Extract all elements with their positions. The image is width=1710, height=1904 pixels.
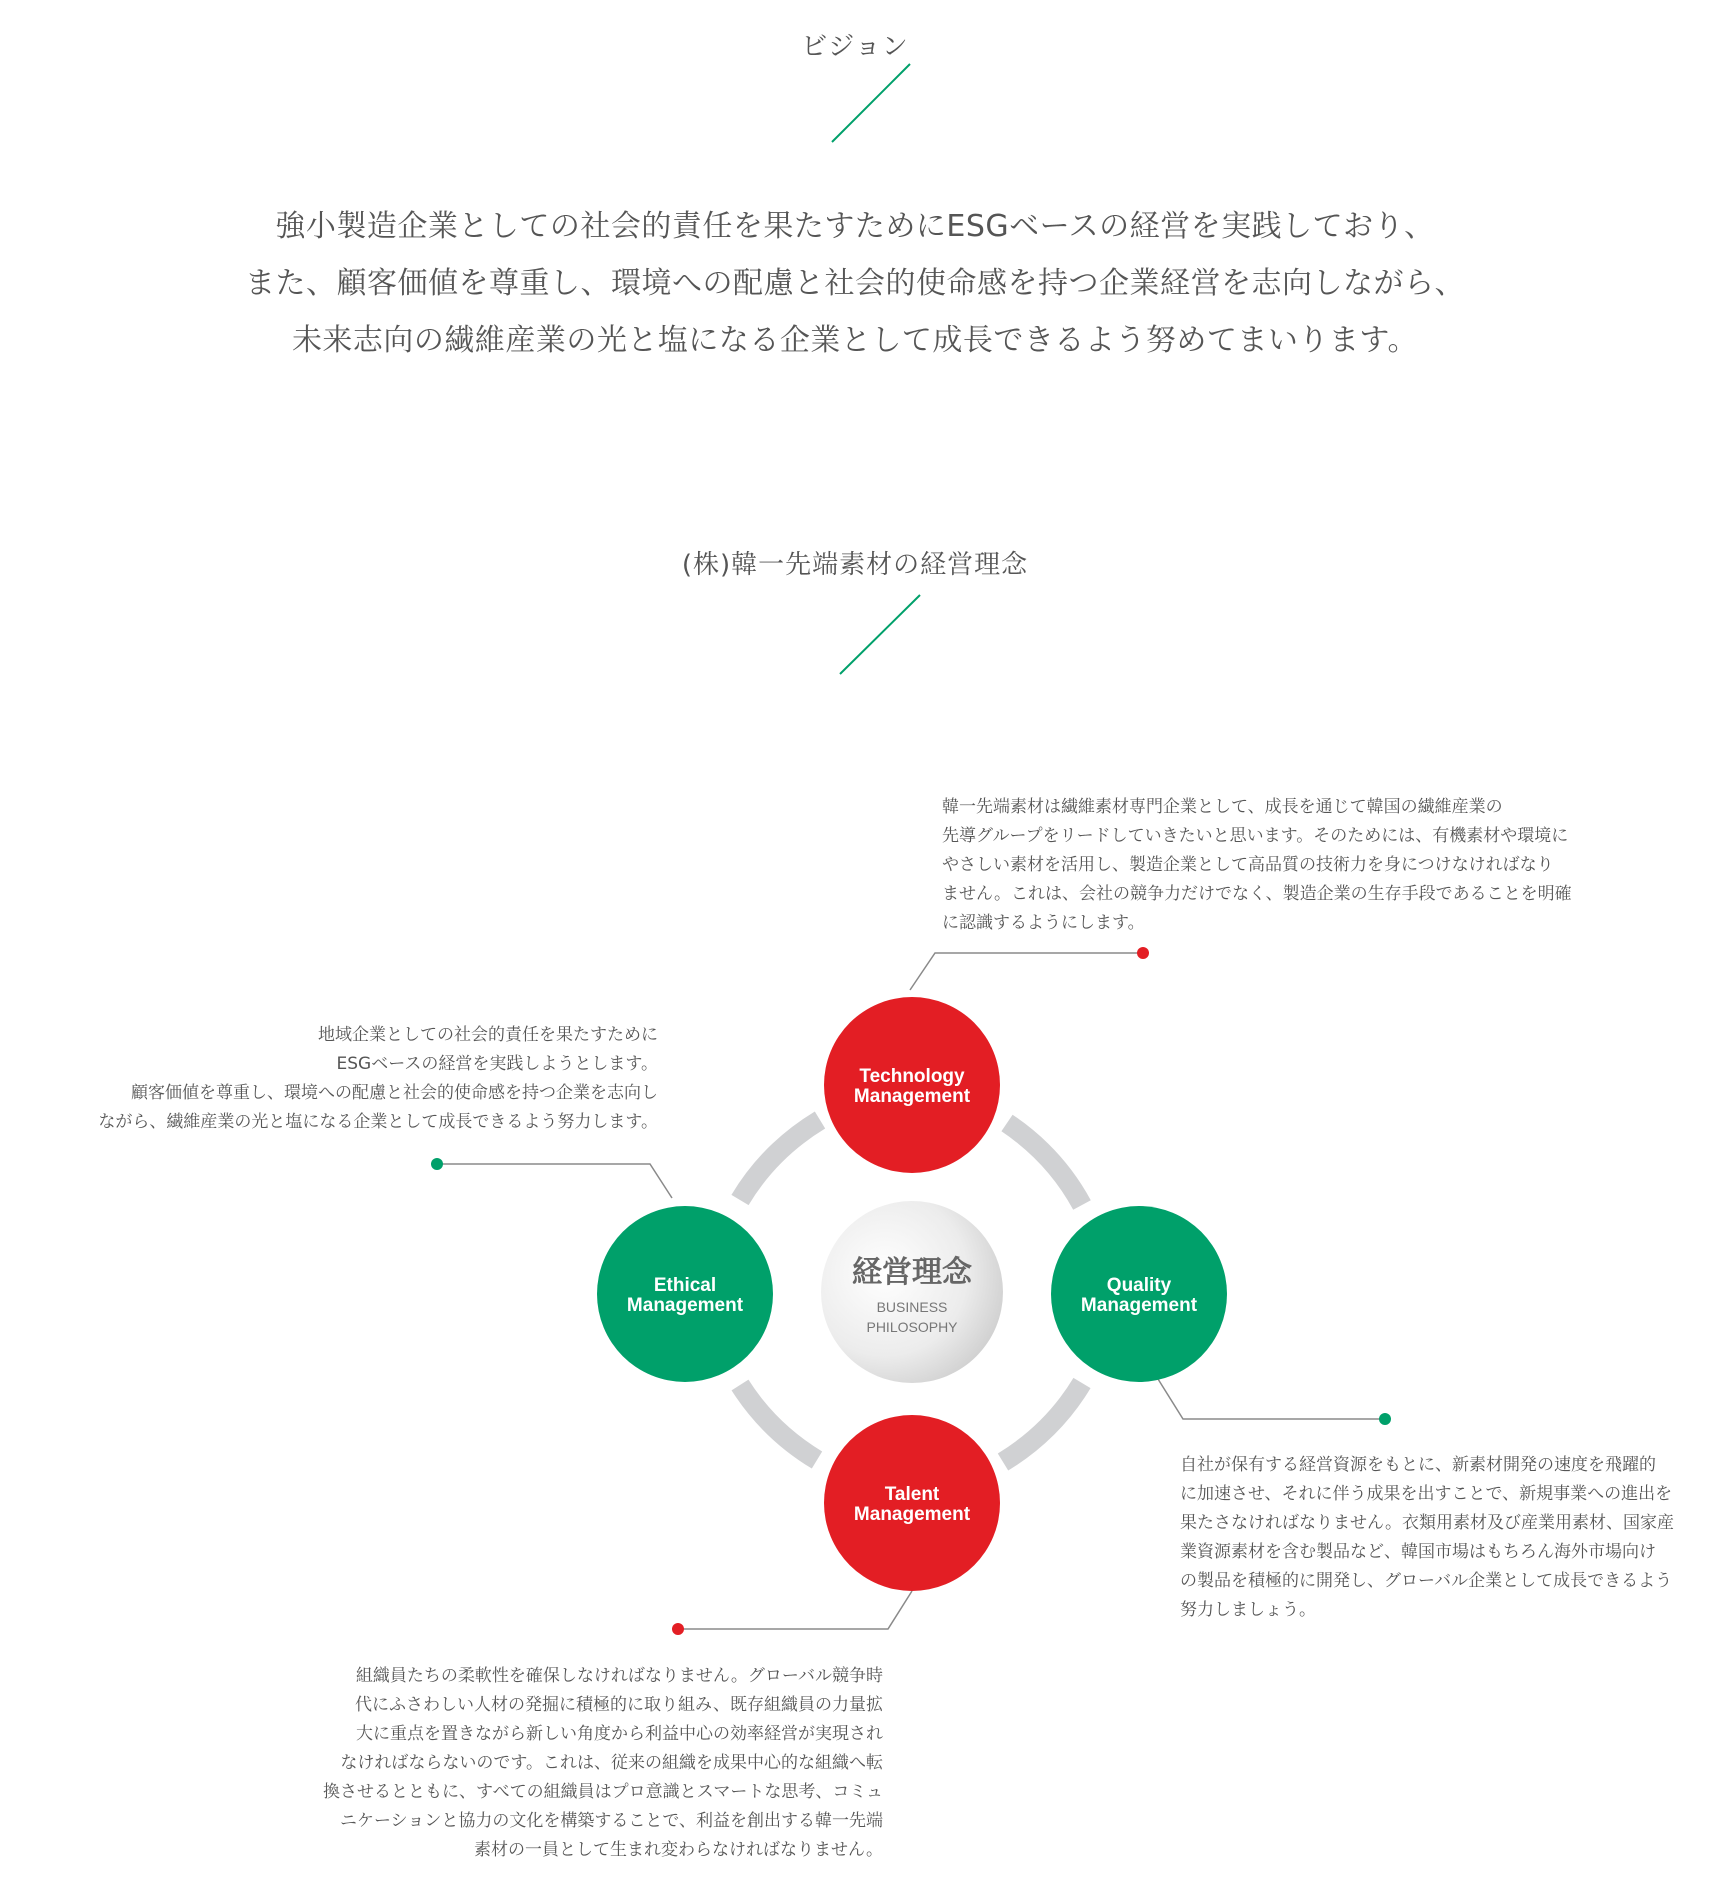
quality-desc-line: 果たさなければなりません。衣類用素材及び産業用素材、国家産: [1180, 1513, 1675, 1533]
ring-arc-top-right: [1007, 1123, 1082, 1205]
talent-desc-line: 大に重点を置きながら新しい角度から利益中心の効率経営が実現され: [356, 1724, 883, 1744]
quality-desc-line: の製品を積極的に開発し、グローバル企業として成長できるよう: [1180, 1571, 1673, 1591]
technology-description: [942, 793, 1572, 938]
ring-arc-bottom-left: [740, 1385, 817, 1460]
technology-desc-line: 韓一先端素材は繊維素材専門企業として、成長を通じて韓国の繊維産業の: [942, 797, 1503, 817]
technology-desc-line: 先導グループをリードしていきたいと思います。そのためには、有機素材や環境に: [942, 826, 1569, 846]
vision-line-3: 未来志向の繊維産業の光と塩になる企業として成長できるよう努めてまいります。: [291, 323, 1419, 358]
center-title: 経営理念: [852, 1255, 972, 1290]
ethical-desc-line: 顧客価値を尊重し、環境への配慮と社会的使命感を持つ企業を志向し: [131, 1083, 658, 1103]
ethical-desc-line: ながら、繊維産業の光と塩になる企業として成長できるよう努力します。: [98, 1112, 658, 1132]
ethical-label-2: Management: [626, 1295, 744, 1316]
quality-desc-line: 業資源素材を含む製品など、韓国市場はもちろん海外市場向け: [1180, 1542, 1656, 1562]
technology-desc-line: に認識するようにします。: [942, 913, 1145, 933]
ethical-connector-line: [437, 1164, 672, 1198]
quality-desc-line: 自社が保有する経営資源をもとに、新素材開発の速度を飛躍的: [1180, 1455, 1656, 1475]
ring-arc-bottom-right: [1003, 1383, 1082, 1462]
talent-desc-line: 素材の一員として生まれ変わらなければなりません。: [473, 1840, 883, 1860]
ethical-connector-dot: [431, 1158, 443, 1170]
quality-label-1: Quality: [1106, 1275, 1172, 1296]
technology-connector-line: [910, 953, 1143, 990]
talent-desc-line: なければならないのです。これは、従来の組織を成果中心的な組織へ転: [340, 1753, 883, 1773]
talent-connector-line: [678, 1591, 912, 1629]
talent-desc-line: 換させるとともに、すべての組織員はプロ意識とスマートな思考、コミュ: [323, 1782, 883, 1802]
technology-management-node: [824, 997, 1000, 1173]
technology-desc-line: やさしい素材を活用し、製造企業として高品質の技術力を身につけなければなり: [942, 855, 1554, 875]
quality-label-2: Management: [1080, 1295, 1198, 1316]
philosophy-heading: (株)韓一先端素材の経営理念: [681, 550, 1029, 580]
vision-heading: ビジョン: [801, 32, 909, 62]
quality-management-node: [1051, 1206, 1227, 1382]
technology-connector-dot: [1137, 947, 1149, 959]
talent-description: [323, 1662, 883, 1865]
ethical-label-1: Ethical: [653, 1275, 717, 1296]
ethical-desc-line: 地域企業としての社会的責任を果たすために: [318, 1025, 658, 1045]
quality-desc-line: に加速させ、それに伴う成果を出すことで、新規事業への進出を: [1180, 1484, 1673, 1504]
quality-description: [1180, 1451, 1674, 1625]
ethical-description: [98, 1021, 658, 1137]
ethical-management-node: [597, 1206, 773, 1382]
center-subtitle-2: PHILOSOPHY: [866, 1319, 958, 1335]
vision-line-2: また、顧客価値を尊重し、環境への配慮と社会的使命感を持つ企業経営を志向しながら、: [245, 266, 1465, 301]
technology-desc-line: ません。これは、会社の競争力だけでなく、製造企業の生存手段であることを明確: [942, 884, 1572, 904]
quality-connector-dot: [1379, 1413, 1391, 1425]
quality-desc-line: 努力しましょう。: [1180, 1600, 1316, 1620]
talent-desc-line: 組織員たちの柔軟性を確保しなければなりません。グローバル競争時: [355, 1666, 883, 1686]
quality-connector-line: [1158, 1379, 1385, 1419]
talent-desc-line: ニケーションと協力の文化を構築することで、利益を創出する韓一先端: [340, 1811, 883, 1831]
ethical-desc-line: ESGベースの経営を実践しようとします。: [336, 1054, 658, 1074]
talent-management-node: [824, 1415, 1000, 1591]
vision-line-1: 強小製造企業としての社会的責任を果たすためにESGベースの経営を実践しており、: [275, 209, 1435, 244]
technology-label-2: Management: [853, 1086, 971, 1107]
talent-desc-line: 代にふさわしい人材の発掘に積極的に取り組み、既存組織員の力量拡: [354, 1695, 883, 1715]
talent-connector-dot: [672, 1623, 684, 1635]
technology-label-1: Technology: [859, 1066, 965, 1087]
talent-label-2: Management: [853, 1504, 971, 1525]
ring-arc-top-left: [740, 1120, 820, 1200]
talent-label-1: Talent: [884, 1484, 940, 1505]
center-philosophy-node: [821, 1201, 1003, 1383]
center-subtitle-1: BUSINESS: [876, 1299, 948, 1315]
